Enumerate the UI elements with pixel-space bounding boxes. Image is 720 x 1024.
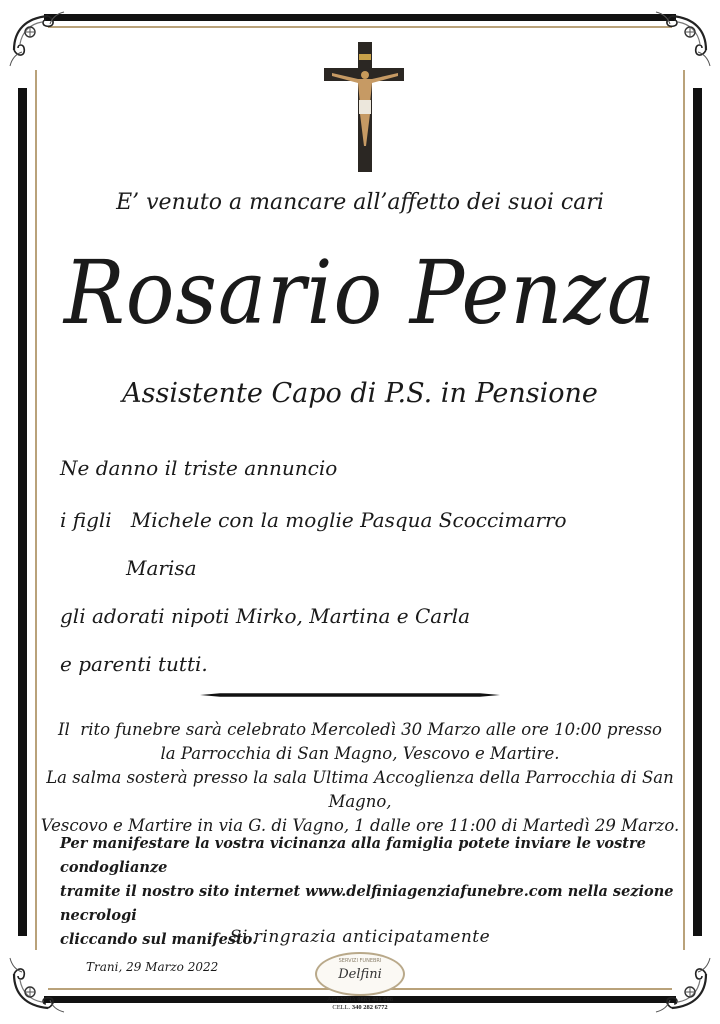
agency-phone-line bbox=[311, 996, 409, 1004]
thanks-line: Si ringrazia anticipatamente bbox=[229, 927, 491, 947]
funeral-info-line: la Parrocchia di San Magno, Vescovo e Martire. bbox=[160, 744, 560, 763]
condolence-line: cliccando sul manifesto. bbox=[60, 931, 258, 948]
deceased-role: Assistente Capo di P.S. in Pensione bbox=[122, 378, 598, 409]
mourner-line: Ne danno il triste annuncio bbox=[60, 456, 338, 480]
logo-arc-text: SERVIZI FUNEBRI bbox=[338, 958, 382, 964]
delfini-logo bbox=[311, 952, 409, 1012]
agency-phone: 0883 481 608 bbox=[357, 996, 393, 1003]
funeral-info-line: Vescovo e Martire in via G. di Vagno, 1 dalle ore 11:00 di Martedì 29 Marzo. bbox=[40, 816, 680, 835]
mourner-line: Marisa bbox=[126, 556, 197, 580]
condolence-line: tramite il nostro sito internet www.delfiniagenziafunebre.com nella sezione necrologi bbox=[60, 883, 674, 924]
funeral-info bbox=[40, 718, 680, 838]
logo-brand: Delfini bbox=[338, 967, 382, 982]
cell-phone: 340 282 6772 bbox=[351, 1004, 388, 1011]
divider-line bbox=[200, 692, 500, 698]
cell-label: CELL. bbox=[332, 1004, 351, 1011]
mourner-line: gli adorati nipoti Mirko, Martina e Carla bbox=[60, 604, 471, 628]
place-date: Trani, 29 Marzo 2022 bbox=[86, 960, 219, 974]
mourner-line: e parenti tutti. bbox=[60, 652, 208, 676]
cell-phone-line bbox=[311, 1004, 409, 1012]
condolence-line: Per manifestare la vostra vicinanza alla famiglia potete inviare le vostre condoglianze bbox=[60, 835, 646, 876]
deceased-name: Rosario Penza bbox=[63, 241, 657, 344]
logo-emblem bbox=[315, 952, 405, 996]
funeral-info-line: Il rito funebre sarà celebrato Mercoledì 30 Marzo alle ore 10:00 presso bbox=[58, 720, 662, 739]
mourner-line: i figli Michele con la moglie Pasqua Scoccimarro bbox=[60, 508, 567, 532]
agency-label: AGENZIA bbox=[327, 996, 356, 1003]
funeral-info-line: La salma sosterà presso la sala Ultima Accoglienza della Parrocchia di San Magno, bbox=[46, 768, 674, 811]
corner-flourish-icon bbox=[656, 958, 710, 1012]
corner-flourish-icon bbox=[10, 958, 64, 1012]
crucifix-icon bbox=[318, 42, 410, 174]
intro-line: E’ venuto a mancare all’affetto dei suoi cari bbox=[116, 190, 604, 215]
